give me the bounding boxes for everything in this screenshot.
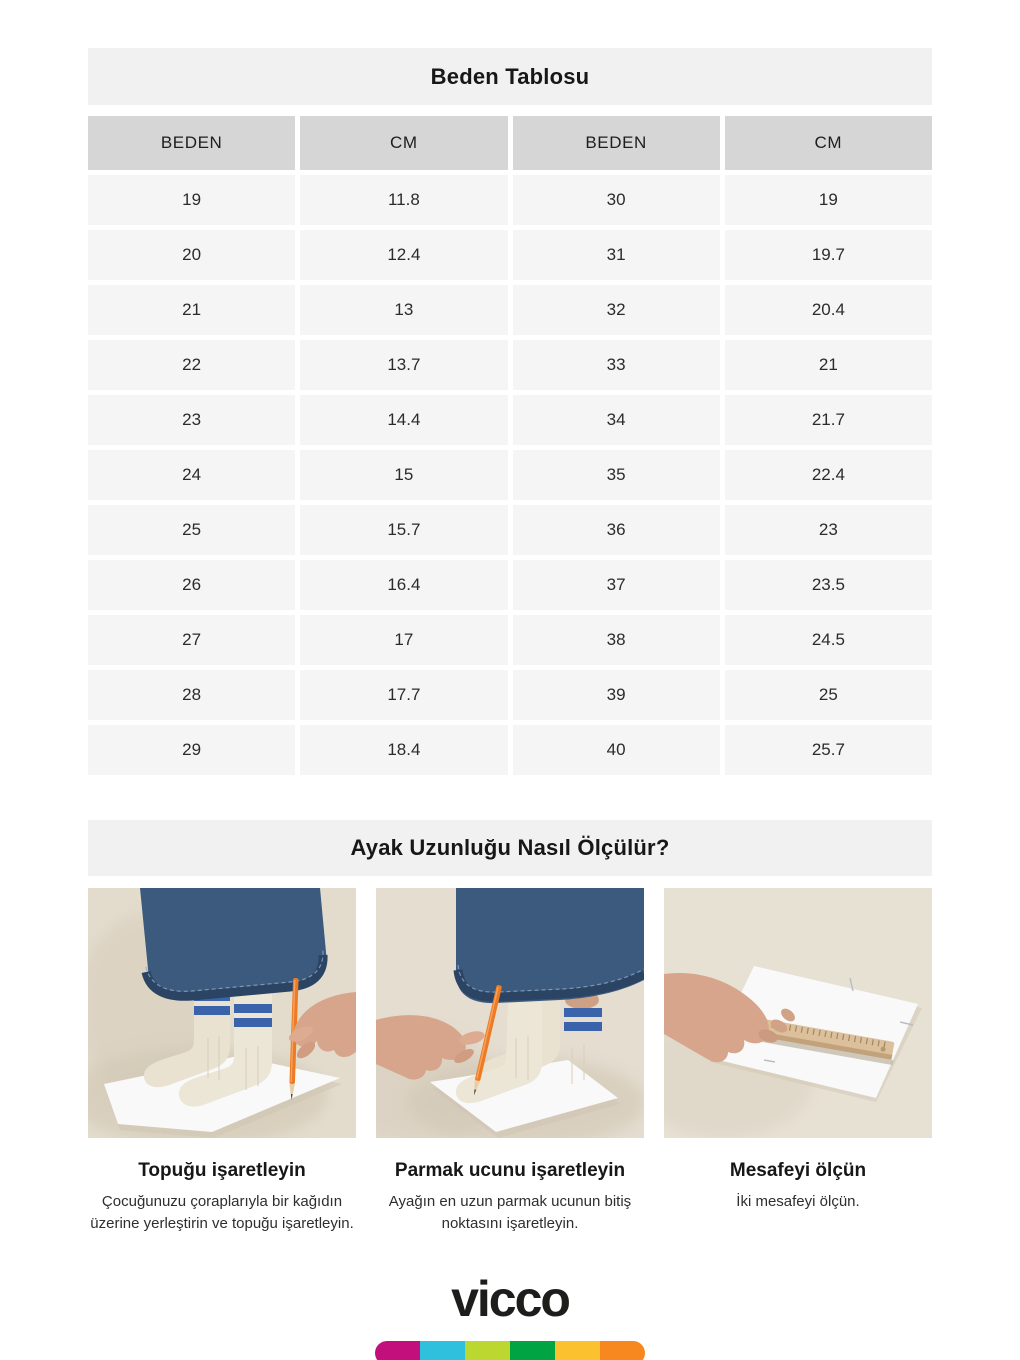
size-table-cell: 18.4 bbox=[300, 725, 507, 775]
size-table-cell: 20 bbox=[88, 230, 295, 280]
size-table-cell: 21 bbox=[725, 340, 932, 390]
brand-logo-text: vicco bbox=[451, 1271, 569, 1327]
brand-bar-segment bbox=[420, 1341, 465, 1360]
brand-bar-segment bbox=[555, 1341, 600, 1360]
size-table-cell: 20.4 bbox=[725, 285, 932, 335]
size-table-header-cell: CM bbox=[725, 116, 932, 170]
brand-color-bar bbox=[375, 1341, 645, 1360]
size-table-cell: 21 bbox=[88, 285, 295, 335]
brand-bar-segment bbox=[600, 1341, 645, 1360]
step-description: İki mesafeyi ölçün. bbox=[736, 1193, 860, 1210]
size-table-header-cell: BEDEN bbox=[513, 116, 720, 170]
measure-section-title-banner bbox=[88, 820, 932, 876]
step-title: Parmak ucunu işaretleyin bbox=[394, 1160, 626, 1181]
size-table-cell: 40 bbox=[513, 725, 720, 775]
toe-marking-photo bbox=[376, 888, 644, 1138]
heel-marking-photo bbox=[88, 888, 356, 1138]
size-table-cell: 39 bbox=[513, 670, 720, 720]
size-table-cell: 32 bbox=[513, 285, 720, 335]
size-table-cell: 28 bbox=[88, 670, 295, 720]
size-table-cell: 14.4 bbox=[300, 395, 507, 445]
size-table-cell: 31 bbox=[513, 230, 720, 280]
size-table-cell: 35 bbox=[513, 450, 720, 500]
size-table-cell: 13 bbox=[300, 285, 507, 335]
size-table-cell: 24.5 bbox=[725, 615, 932, 665]
size-table-cell: 15 bbox=[300, 450, 507, 500]
size-table-cell: 26 bbox=[88, 560, 295, 610]
size-table-cell: 25 bbox=[88, 505, 295, 555]
size-table-header-cell: CM bbox=[300, 116, 507, 170]
size-table-cell: 22.4 bbox=[725, 450, 932, 500]
step-description: Ayağın en uzun parmak ucunun bitiş noktasını işaretleyin. bbox=[388, 1193, 632, 1232]
step-title: Mesafeyi ölçün bbox=[729, 1160, 867, 1181]
brand-bar-segment bbox=[510, 1341, 555, 1360]
size-table-cell: 16.4 bbox=[300, 560, 507, 610]
size-table-cell: 37 bbox=[513, 560, 720, 610]
size-table-cell: 27 bbox=[88, 615, 295, 665]
step-mark-toe bbox=[376, 888, 644, 1235]
size-table-cell: 19 bbox=[88, 175, 295, 225]
size-table-cell: 25.7 bbox=[725, 725, 932, 775]
size-table-cell: 23 bbox=[725, 505, 932, 555]
measure-steps bbox=[88, 888, 932, 1235]
brand-bar-segment bbox=[375, 1341, 420, 1360]
size-table-cell: 30 bbox=[513, 175, 720, 225]
size-table bbox=[88, 116, 932, 775]
size-table-cell: 19 bbox=[725, 175, 932, 225]
size-table-cell: 17 bbox=[300, 615, 507, 665]
size-table-cell: 23 bbox=[88, 395, 295, 445]
size-table-cell: 15.7 bbox=[300, 505, 507, 555]
size-table-cell: 36 bbox=[513, 505, 720, 555]
step-mark-heel bbox=[88, 888, 356, 1235]
ruler-measuring-photo bbox=[664, 888, 932, 1138]
size-table-cell: 11.8 bbox=[300, 175, 507, 225]
size-table-cell: 25 bbox=[725, 670, 932, 720]
size-table-cell: 23.5 bbox=[725, 560, 932, 610]
step-title: Topuğu işaretleyin bbox=[138, 1160, 306, 1181]
size-table-header-cell: BEDEN bbox=[88, 116, 295, 170]
size-table-title: Beden Tablosu bbox=[430, 63, 590, 89]
size-table-cell: 33 bbox=[513, 340, 720, 390]
brand-bar-segment bbox=[465, 1341, 510, 1360]
size-table-cell: 12.4 bbox=[300, 230, 507, 280]
size-table-cell: 29 bbox=[88, 725, 295, 775]
size-table-cell: 34 bbox=[513, 395, 720, 445]
size-table-cell: 21.7 bbox=[725, 395, 932, 445]
size-table-cell: 24 bbox=[88, 450, 295, 500]
size-table-cell: 17.7 bbox=[300, 670, 507, 720]
size-table-cell: 13.7 bbox=[300, 340, 507, 390]
measure-section-title: Ayak Uzunluğu Nasıl Ölçülür? bbox=[350, 835, 670, 860]
step-measure-distance bbox=[664, 888, 932, 1235]
size-table-cell: 38 bbox=[513, 615, 720, 665]
size-table-title-banner bbox=[88, 48, 932, 105]
size-table-cell: 22 bbox=[88, 340, 295, 390]
step-description: Çocuğunuzu çoraplarıyla bir kağıdın üzerine yerleştirin ve topuğu işaretleyin. bbox=[90, 1193, 354, 1232]
size-table-cell: 19.7 bbox=[725, 230, 932, 280]
